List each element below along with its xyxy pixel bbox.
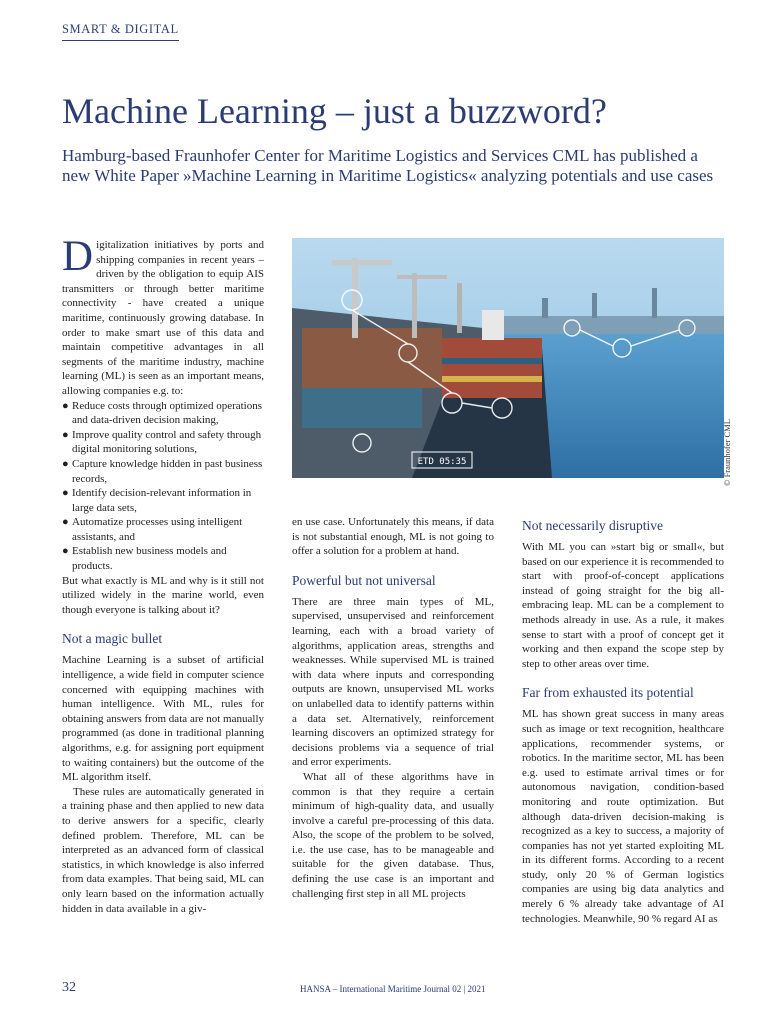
body-paragraph: en use case. Unfortunately this means, if data is not substantial enough, ML is not going to offer a solution for a problem at hand. bbox=[292, 516, 494, 558]
page-number: 32 bbox=[62, 980, 76, 995]
list-item bbox=[62, 399, 264, 428]
list-item-text: Identify decision-relevant information in large data sets, bbox=[72, 487, 252, 514]
list-item-text: Reduce costs through optimized operations and data-driven decision making, bbox=[72, 399, 263, 427]
image-credit: © Fraunhofer CML bbox=[722, 419, 732, 486]
bullet-icon: ● bbox=[62, 457, 69, 470]
list-item-text: Capture knowledge hidden in past business records, bbox=[72, 457, 263, 485]
section-heading: Not a magic bullet bbox=[62, 631, 163, 647]
list-item bbox=[62, 515, 264, 544]
port-scene-graphic bbox=[292, 238, 724, 478]
article-subtitle: Hamburg-based Fraunhofer Center for Maritime Logistics and Services CML has published a new White Paper »Machine Learning in Maritime Logistics« analyzing potentials and use cases bbox=[62, 146, 714, 186]
column-1 bbox=[62, 233, 264, 916]
list-item-text: Establish new business models and products. bbox=[72, 545, 227, 573]
body-paragraph: There are three main types of ML, supervised, unsupervised and reinforcement learning, each with a broad variety of algorithms, application areas, strengths and weaknesses. While supervised ML is trained with data where inputs and corresponding outputs are known, unsupervised ML works on unlabelled data to identify patterns within a data set. Alternatively, reinforcement learning discovers an optimized strategy for decisions problems via a sequence of trial and error experiments. bbox=[292, 595, 494, 769]
benefit-list bbox=[62, 399, 264, 574]
intro-text: igitalization initiatives by ports and shipping companies in recent years – driven by the obligation to equip AIS transmitters or through better maritime connectivity - have created a unique maritime, continuously growing database. In order to make smart use of this data and maintain competitive advantages in all segments of the maritime industry, machine learning (ML) is seen as an important means, allowing companies e.g. to: bbox=[62, 239, 264, 397]
bullet-icon: ● bbox=[62, 428, 69, 441]
journal-footer: HANSA – International Maritime Journal 02 | 2021 bbox=[300, 984, 486, 994]
bullet-icon: ● bbox=[62, 487, 69, 500]
section-tag: SMART & DIGITAL bbox=[62, 22, 179, 41]
body-paragraph: But what exactly is ML and why is it still not utilized widely in the marine world, even though everyone is talking about it? bbox=[62, 574, 264, 616]
bullet-icon: ● bbox=[62, 545, 69, 558]
section-heading: Not necessarily disruptive bbox=[522, 518, 663, 533]
etd-overlay-text: ETD 05:35 bbox=[417, 457, 467, 467]
body-paragraph: Machine Learning is a subset of artificial intelligence, a wide field in computer science concerned with equipping machines with human intelligence. With ML, rules for obtaining answers from data are not manually programmed (as done in traditional planning algorithms, e.g. for assigning port equipment to waiting containers) but the outcome of the ML algorithm itself. bbox=[62, 654, 264, 784]
drop-cap: D bbox=[62, 233, 94, 280]
body-paragraph: With ML you can »start big or small«, but based on our experience it is recommended to start with proof-of-concept applications instead of going straight for the big all-embracing leap. ML can be a complement to methods already in use. As a rule, it makes sense to start with a proof of concept get it working and then expand the scope step by step to other areas over time. bbox=[522, 541, 724, 670]
bullet-icon: ● bbox=[62, 516, 69, 529]
list-item bbox=[62, 486, 264, 515]
list-item-text: Automatize processes using intelligent assistants, and bbox=[72, 516, 243, 543]
list-item bbox=[62, 544, 264, 573]
list-item bbox=[62, 457, 264, 486]
body-paragraph: These rules are automatically generated in a training phase and then applied to new data to derive answers for a specific, clearly defined problem. Therefore, ML can be interpreted as an advanced form of classical statistics, in which knowledge is also inferred from data examples. That being said, ML can only learn based on the information actually hidden in data available in a giv- bbox=[62, 785, 264, 915]
port-illustration-image bbox=[292, 238, 724, 478]
column-2 bbox=[292, 515, 494, 901]
section-heading: Powerful but not universal bbox=[292, 572, 436, 588]
intro-paragraph bbox=[62, 233, 264, 399]
list-item-text: Improve quality control and safety through digital monitoring solutions, bbox=[72, 428, 262, 456]
column-3 bbox=[522, 518, 724, 926]
section-heading: Far from exhausted its potential bbox=[522, 685, 694, 701]
article-title: Machine Learning – just a buzzword? bbox=[62, 91, 607, 131]
list-item bbox=[62, 428, 264, 457]
bullet-icon: ● bbox=[62, 399, 69, 412]
body-paragraph: What all of these algorithms have in common is that they require a certain minimum of high-quality data, and usually involve a careful pre-processing of this data. Also, the scope of the problem to be solved, i.e. the use case, has to be manageable and suitable for the given database. Thus, defining the use case is an important and challenging first step in all ML projects bbox=[292, 770, 494, 900]
body-paragraph: ML has shown great success in many areas such as image or text recognition, healthcare applications, recommender systems, or robotics. In the maritime sector, ML has been e.g. used to estimate arrival times or for autonomous navigation, condition-based monitoring and route optimization. But although data-driven decision-making is recognized as a key to success, a majority of companies has not yet started exploiting ML in its different forms. According to a recent study, only 20 % of German logistics companies are using big data analytics and merely 6 % already take advantage of AI technologies. Meanwhile, 90 % regard AI as bbox=[522, 708, 724, 925]
